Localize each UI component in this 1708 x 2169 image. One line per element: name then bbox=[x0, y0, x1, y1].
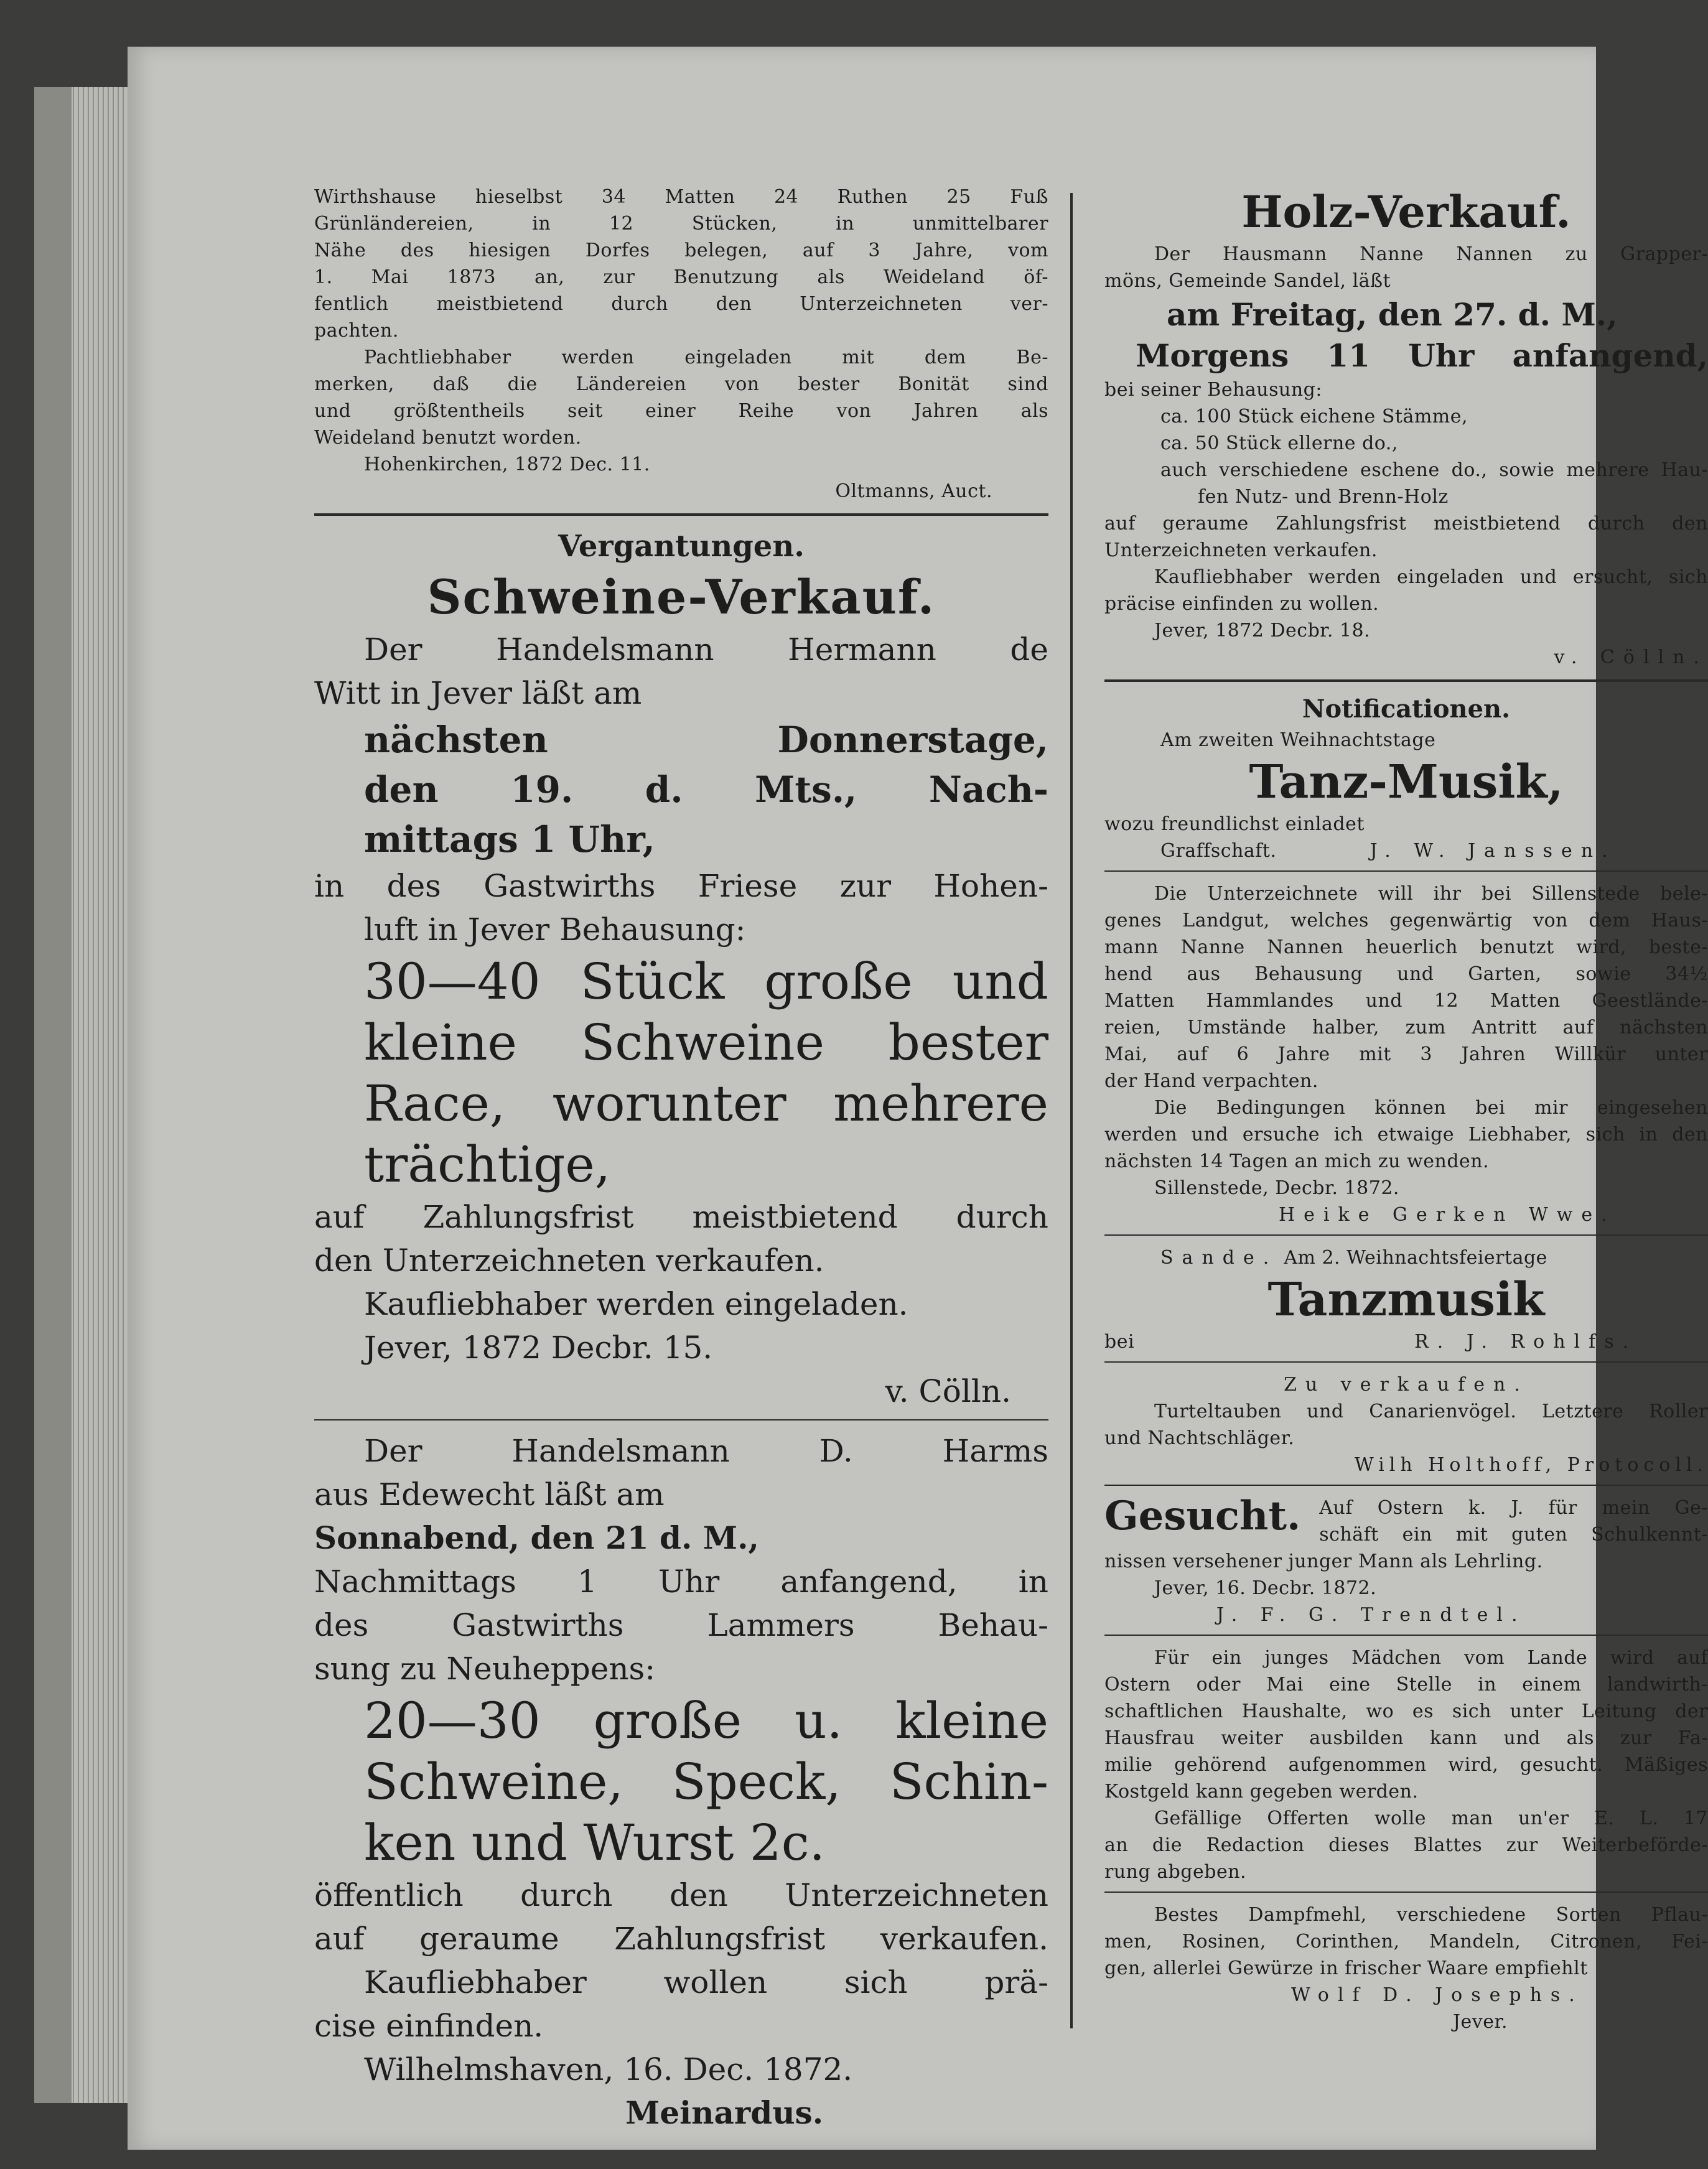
goods-line: Race, worunter mehrere bbox=[364, 1075, 1048, 1132]
text-line: des Gastwirths Lammers Behau- bbox=[314, 1607, 1048, 1643]
text-line: Auf Ostern k. J. für mein Ge- bbox=[1319, 1497, 1708, 1519]
goods-line: trächtige, bbox=[364, 1136, 611, 1193]
place-signature-row bbox=[1104, 837, 1708, 864]
place-date-row bbox=[1104, 1244, 1708, 1271]
ad-rule bbox=[1104, 1485, 1708, 1486]
text-line: Wirthshause hieselbst 34 Matten 24 Ruthen 25 Fuß bbox=[314, 186, 1048, 208]
goods-line: 20—30 große u. kleine bbox=[364, 1692, 1048, 1750]
text-line: ca. 50 Stück ellerne do., bbox=[1160, 432, 1398, 454]
right-column bbox=[1104, 184, 1708, 2035]
position-wanted-ad bbox=[1104, 1644, 1708, 1885]
ad-rule bbox=[1104, 1635, 1708, 1636]
text-line: Turteltauben und Canarienvögel. Letztere Roller bbox=[1154, 1401, 1708, 1422]
text-line: möns, Gemeinde Sandel, läßt bbox=[1104, 270, 1391, 292]
sale-date: Sonnabend, den 21 d. M., bbox=[314, 1519, 759, 1556]
newspaper-page bbox=[128, 47, 1708, 2150]
text-line: werden und ersuche ich etwaige Liebhaber, sich in den bbox=[1104, 1124, 1708, 1145]
text-line: merken, daß die Ländereien von bester Bonität sind bbox=[314, 373, 1048, 395]
text-line: nissen versehener junger Mann als Lehrling. bbox=[1104, 1551, 1543, 1572]
text-line: Kaufliebhaber werden eingeladen und ersucht, sich bbox=[1154, 566, 1708, 588]
estate-lease-ad bbox=[1104, 880, 1708, 1228]
text-line: mann Nanne Nannen heuerlich benutzt wird, beste- bbox=[1104, 936, 1708, 958]
ad-rule bbox=[1104, 1361, 1708, 1363]
text-line: Nähe des hiesigen Dorfes belegen, auf 3 Jahre, vom bbox=[314, 240, 1048, 261]
place-date: Jever, 16. Decbr. 1872. bbox=[1154, 1577, 1377, 1599]
ad-title: Tanzmusik bbox=[1267, 1273, 1545, 1327]
goods-line: kleine Schweine bester bbox=[364, 1014, 1048, 1071]
text-line: Der Hausmann Nanne Nannen zu Grapper- bbox=[1154, 243, 1708, 265]
signature: Oltmanns, Auct. bbox=[835, 480, 992, 502]
text-line: schäft ein mit guten Schulkennt- bbox=[1319, 1524, 1708, 1546]
text-line: und größtentheils seit einer Reihe von Jahren als bbox=[314, 400, 1048, 422]
text-line: präcise einfinden zu wollen. bbox=[1104, 593, 1379, 615]
text-line: cise einfinden. bbox=[314, 2008, 544, 2044]
text-line: Kostgeld kann gegeben werden. bbox=[1104, 1781, 1419, 1803]
sale-date: am Freitag, den 27. d. M., bbox=[1167, 296, 1618, 333]
text-line: Am 2. Weihnachtsfeiertage bbox=[1284, 1247, 1547, 1269]
text-line: aus Edewecht läßt am bbox=[314, 1476, 665, 1513]
signature: Heike Gerken Wwe. bbox=[1279, 1204, 1616, 1226]
wood-sale-ad bbox=[1104, 184, 1708, 671]
goods-line: 30—40 Stück große und bbox=[364, 953, 1048, 1010]
text-line: sung zu Neuheppens: bbox=[314, 1651, 656, 1687]
text-line: Für ein junges Mädchen vom Lande wird auf bbox=[1154, 1647, 1708, 1669]
section-rule bbox=[1104, 679, 1708, 682]
text-line: bei seiner Behausung: bbox=[1104, 379, 1322, 401]
place-date: Jever, 1872 Decbr. 15. bbox=[364, 1330, 713, 1366]
text-line: fentlich meistbietend durch den Unterzeichneten ver- bbox=[314, 293, 1048, 315]
signature: R. J. Rohlfs. bbox=[1414, 1331, 1638, 1353]
text-line: Kaufliebhaber werden eingeladen. bbox=[364, 1286, 908, 1322]
ad-title: Schweine-Verkauf. bbox=[427, 569, 936, 625]
text-line: Matten Hammlandes und 12 Matten Geestlände- bbox=[1104, 990, 1708, 1012]
text-line: auch verschiedene eschene do., sowie mehrere Hau- bbox=[1160, 459, 1708, 481]
text-line: auf Zahlungsfrist meistbietend durch bbox=[314, 1199, 1048, 1235]
place: Sande. bbox=[1160, 1247, 1278, 1269]
signature: Meinardus. bbox=[625, 2094, 824, 2131]
signature: Wilh Holthoff, Protocoll. bbox=[1354, 1454, 1708, 1476]
ad-title: Gesucht. bbox=[1104, 1493, 1301, 1539]
text-line: Der Handelsmann Hermann de bbox=[364, 632, 1048, 668]
signature: J. F. G. Trendtel. bbox=[1216, 1604, 1526, 1626]
ad-rule bbox=[1104, 1234, 1708, 1236]
ad-title: Tanz-Musik, bbox=[1249, 755, 1564, 809]
place: Jever. bbox=[1453, 2011, 1508, 2033]
sale-date: Morgens 11 Uhr anfangend, bbox=[1136, 337, 1708, 374]
text-line: luft in Jever Behausung: bbox=[364, 912, 746, 948]
text-line: Der Handelsmann D. Harms bbox=[364, 1433, 1048, 1469]
text-line: in des Gastwirths Friese zur Hohen- bbox=[314, 868, 1048, 904]
text-line: ca. 100 Stück eichene Stämme, bbox=[1160, 406, 1468, 427]
text-line: gen, allerlei Gewürze in frischer Waare empfiehlt bbox=[1104, 1957, 1588, 1979]
ad-heading: Zu verkaufen. bbox=[1284, 1374, 1529, 1396]
text-line: Grünländereien, in 12 Stücken, in unmittelbarer bbox=[314, 213, 1048, 235]
ad-rule bbox=[1104, 1891, 1708, 1893]
wanted-ad bbox=[1104, 1495, 1708, 1628]
text-line: öffentlich durch den Unterzeichneten bbox=[314, 1877, 1048, 1913]
place-date: Sillenstede, Decbr. 1872. bbox=[1154, 1177, 1399, 1199]
goods-line: ken und Wurst 2c. bbox=[364, 1814, 825, 1872]
text-line: bei bbox=[1104, 1331, 1135, 1353]
text-line: rung abgeben. bbox=[1104, 1861, 1247, 1883]
section-heading: Vergantungen. bbox=[558, 529, 805, 564]
signature: J. W. Janssen. bbox=[1370, 840, 1617, 862]
place-date: Jever, 1872 Decbr. 18. bbox=[1154, 620, 1371, 641]
text-line: Hausfrau weiter ausbilden kann und als zur Fa- bbox=[1104, 1727, 1708, 1749]
grocery-ad bbox=[1104, 1901, 1708, 2035]
text-line: reien, Umstände halber, zum Antritt auf nächsten bbox=[1104, 1017, 1708, 1038]
text-line: Nachmittags 1 Uhr anfangend, in bbox=[314, 1564, 1048, 1600]
pasture-lease-notice bbox=[314, 184, 1048, 505]
text-line: 1. Mai 1873 an, zur Benutzung als Weideland öf- bbox=[314, 266, 1048, 288]
text-line: Kaufliebhaber wollen sich prä- bbox=[364, 1964, 1048, 2000]
goods-line: Schweine, Speck, Schin- bbox=[364, 1753, 1048, 1811]
text-line: nächsten 14 Tagen an mich zu wenden. bbox=[1104, 1150, 1490, 1172]
text-line: Witt in Jever läßt am bbox=[314, 675, 642, 711]
section-heading: Notificationen. bbox=[1302, 694, 1511, 724]
left-column bbox=[314, 184, 1048, 2135]
book-cover-board bbox=[34, 87, 72, 2103]
text-line: an die Redaction dieses Blattes zur Weiterbeförde- bbox=[1104, 1834, 1708, 1856]
place: Graffschaft. bbox=[1160, 840, 1277, 862]
text-line: den Unterzeichneten verkaufen. bbox=[314, 1243, 824, 1279]
text-line: wozu freundlichst einladet bbox=[1104, 813, 1365, 835]
sale-date: mittags 1 Uhr, bbox=[364, 818, 655, 861]
ad-rule bbox=[314, 1419, 1048, 1420]
text-line: Unterzeichneten verkaufen. bbox=[1104, 539, 1378, 561]
ad-title: Holz-Verkauf. bbox=[1241, 186, 1571, 238]
text-line: auf geraume Zahlungsfrist verkaufen. bbox=[314, 1921, 1048, 1957]
dance-music-ad-2 bbox=[1104, 1244, 1708, 1355]
place-date: Hohenkirchen, 1872 Dec. 11. bbox=[364, 454, 650, 475]
pig-sale-ad-1 bbox=[314, 567, 1048, 1413]
pig-sale-ad-2 bbox=[314, 1429, 1048, 2135]
text-line: Die Unterzeichnete will ihr bei Sillenstede bele- bbox=[1154, 883, 1708, 905]
text-line: hend aus Behausung und Garten, sowie 34½ bbox=[1104, 963, 1708, 985]
sale-date: nächsten Donnerstage, bbox=[364, 719, 1048, 761]
column-divider bbox=[1070, 193, 1073, 2028]
text-line: Mai, auf 6 Jahre mit 3 Jahren Willkür unter bbox=[1104, 1043, 1708, 1065]
text-line: fen Nutz- und Brenn-Holz bbox=[1198, 486, 1449, 508]
place-date: Wilhelmshaven, 16. Dec. 1872. bbox=[364, 2051, 853, 2087]
text-line: genes Landgut, welches gegenwärtig von dem Haus- bbox=[1104, 910, 1708, 931]
text-line: Bestes Dampfmehl, verschiedene Sorten Pflau- bbox=[1154, 1904, 1708, 1926]
ad-rule bbox=[1104, 870, 1708, 872]
text-line: der Hand verpachten. bbox=[1104, 1070, 1318, 1092]
text-line: und Nachtschläger. bbox=[1104, 1427, 1295, 1449]
text-line: pachten. bbox=[314, 320, 399, 342]
for-sale-ad bbox=[1104, 1371, 1708, 1478]
signature: v. Cölln. bbox=[1554, 646, 1708, 668]
text-line: Weideland benutzt worden. bbox=[314, 427, 582, 449]
text-line: Die Bedingungen können bei mir eingesehen bbox=[1154, 1097, 1708, 1119]
text-line: Pachtliebhaber werden eingeladen mit dem Be- bbox=[364, 347, 1048, 368]
section-rule bbox=[314, 513, 1048, 516]
signature: v. Cölln. bbox=[885, 1373, 1011, 1409]
text-line: Gefällige Offerten wolle man un'er E. L. 17 bbox=[1154, 1808, 1708, 1829]
sale-date: den 19. d. Mts., Nach- bbox=[364, 768, 1048, 811]
text-line: Ostern oder Mai eine Stelle in einem landwirth- bbox=[1104, 1674, 1708, 1696]
text-line: milie gehörend aufgenommen wird, gesucht. Mäßiges bbox=[1104, 1754, 1708, 1776]
text-line: men, Rosinen, Corinthen, Mandeln, Citronen, Fei- bbox=[1104, 1931, 1708, 1952]
signature-row bbox=[1104, 1328, 1708, 1355]
text-line: Am zweiten Weihnachtstage bbox=[1160, 729, 1436, 751]
text-line: auf geraume Zahlungsfrist meistbietend durch den bbox=[1104, 513, 1708, 534]
signature: Wolf D. Josephs. bbox=[1291, 1984, 1584, 2006]
dance-music-ad-1 bbox=[1104, 727, 1708, 864]
text-line: schaftlichen Haushalte, wo es sich unter Leitung der bbox=[1104, 1700, 1708, 1722]
